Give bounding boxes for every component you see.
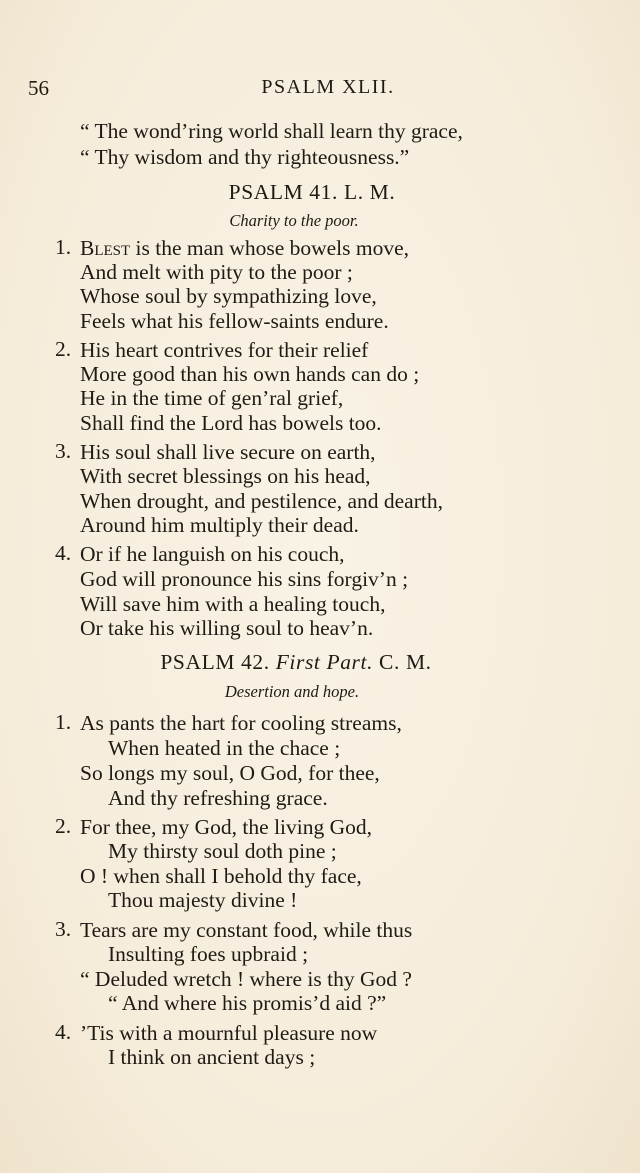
- verse-line: God will pronounce his sins forgiv’n ;: [80, 567, 409, 591]
- verse-line: Around him multiply their dead.: [80, 513, 359, 537]
- carryover-line: “ Thy wisdom and thy righteousness.”: [80, 145, 410, 169]
- verse-line: “ Deluded wretch ! where is thy God ?: [80, 967, 412, 991]
- verse-line: Or take his willing soul to heav’n.: [80, 616, 374, 640]
- stanza-number: 1.: [55, 710, 72, 734]
- verse-line: Whose soul by sympathizing love,: [80, 284, 377, 308]
- stanza-number: 2.: [55, 337, 72, 361]
- verse-line: He in the time of gen’ral grief,: [80, 386, 344, 410]
- stanza-number: 1.: [55, 235, 72, 259]
- verse-line: “ And where his promis’d aid ?”: [108, 991, 387, 1015]
- running-header: [28, 76, 628, 104]
- verse-line: Insulting foes upbraid ;: [108, 942, 309, 966]
- verse-line: With secret blessings on his head,: [80, 464, 371, 488]
- verse-line: O ! when shall I behold thy face,: [80, 864, 362, 888]
- verse-line: As pants the hart for cooling streams,: [80, 711, 402, 735]
- verse-line: And melt with pity to the poor ;: [80, 260, 353, 284]
- verse-line: When heated in the chace ;: [108, 736, 341, 760]
- verse-line: I think on ancient days ;: [108, 1045, 316, 1069]
- stanza-number: 4.: [55, 541, 72, 565]
- verse-line: His soul shall live secure on earth,: [80, 440, 376, 464]
- stanza-number: 2.: [55, 814, 72, 838]
- verse-line: His heart contrives for their relief: [80, 338, 369, 362]
- verse-line: Will save him with a healing touch,: [80, 592, 386, 616]
- verse-line: Feels what his fellow-saints endure.: [80, 309, 389, 333]
- psalm-42-title: PSALM 42. First Part. C. M.: [160, 650, 432, 674]
- stanza-number: 4.: [55, 1020, 72, 1044]
- verse-line: My thirsty soul doth pine ;: [108, 839, 337, 863]
- page-number: 56: [28, 76, 49, 100]
- verse-line: When drought, and pestilence, and dearth,: [80, 489, 443, 513]
- running-title: PSALM XLII.: [261, 76, 395, 98]
- verse-line: And thy refreshing grace.: [108, 786, 328, 810]
- stanza-number: 3.: [55, 917, 72, 941]
- verse-line: Blest is the man whose bowels move,: [80, 236, 410, 260]
- verse-line: More good than his own hands can do ;: [80, 362, 420, 386]
- part-label: First Part.: [275, 650, 374, 674]
- verse-line: Shall find the Lord has bowels too.: [80, 411, 382, 435]
- psalm-41-title: PSALM 41. L. M.: [228, 180, 396, 204]
- verse-line: For thee, my God, the living God,: [80, 815, 373, 839]
- verse-line: Or if he languish on his couch,: [80, 542, 345, 566]
- psalm-41-subtitle: Charity to the poor.: [229, 211, 359, 230]
- stanza-number: 3.: [55, 439, 72, 463]
- carryover-line: “ The wond’ring world shall learn thy grace,: [80, 119, 463, 143]
- verse-line: ’Tis with a mournful pleasure now: [80, 1021, 378, 1045]
- verse-line: So longs my soul, O God, for thee,: [80, 761, 380, 785]
- verse-line: Tears are my constant food, while thus: [80, 918, 413, 942]
- psalm-42-subtitle: Desertion and hope.: [224, 682, 360, 701]
- first-word: Blest: [80, 236, 131, 260]
- verse-line: Thou majesty divine !: [108, 888, 298, 912]
